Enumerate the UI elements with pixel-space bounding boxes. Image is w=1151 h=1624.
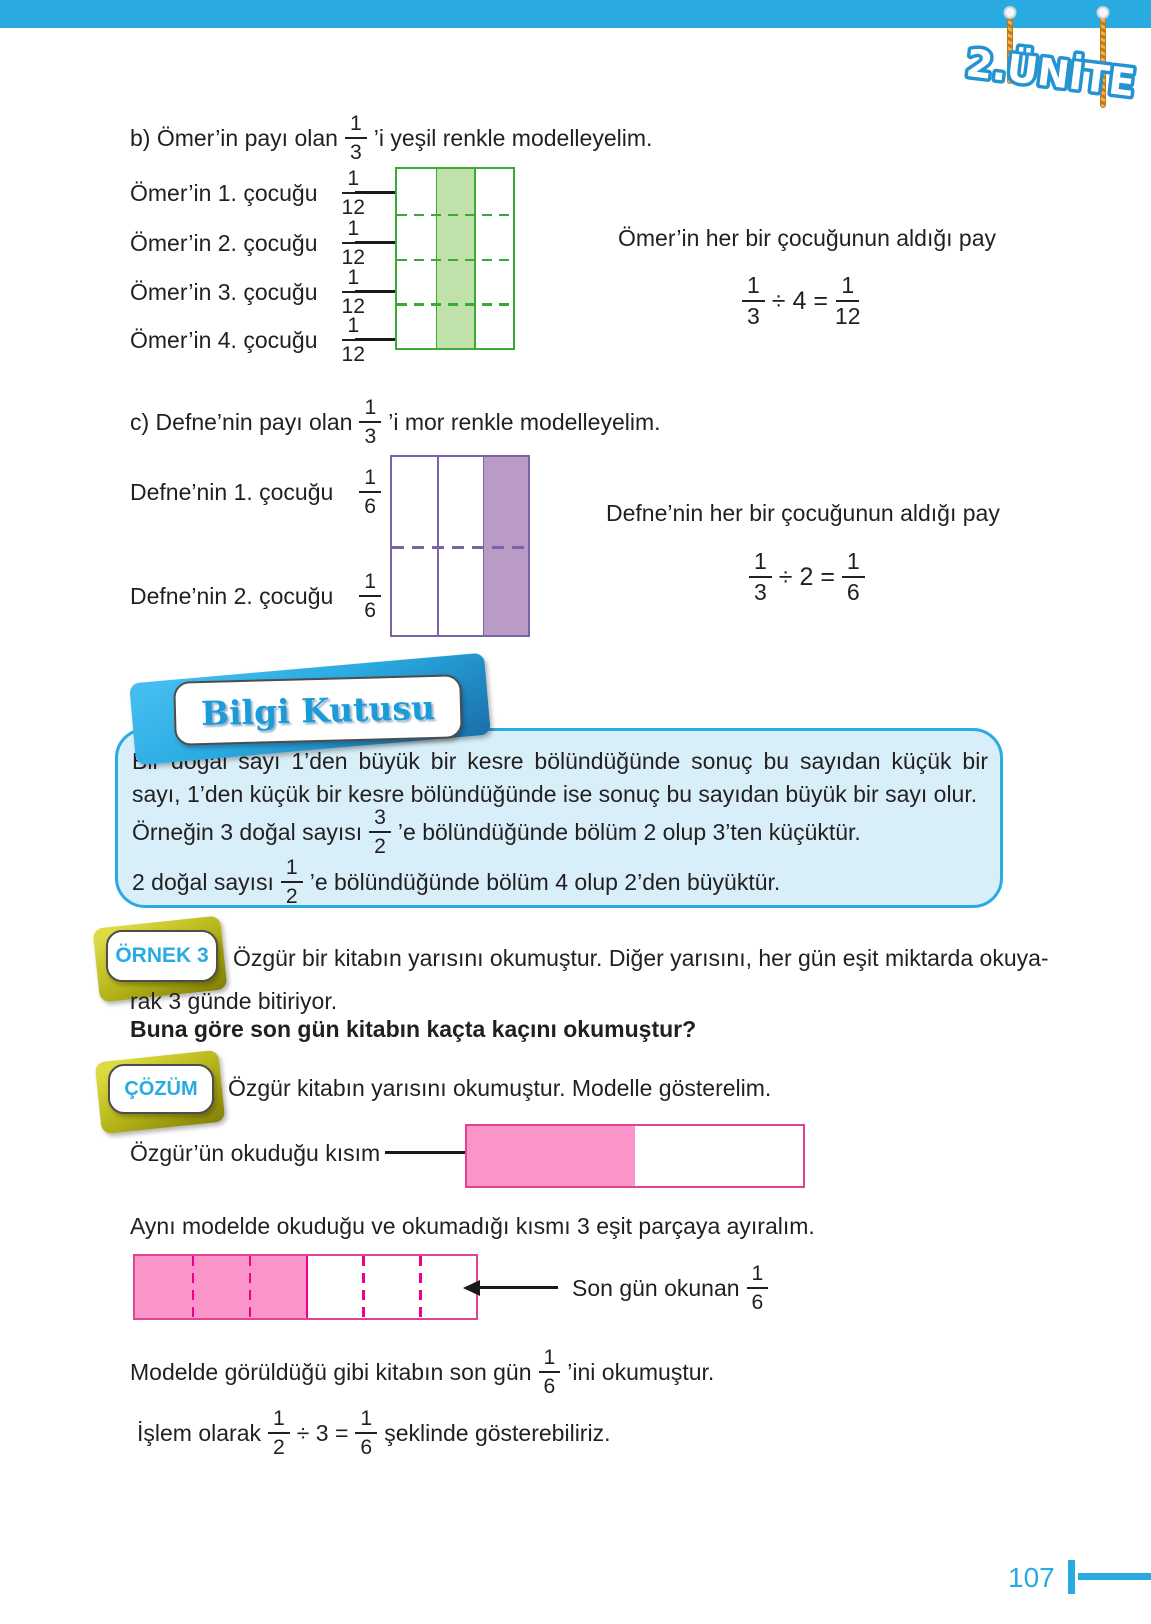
- share-row-label: Ömer’in 1. çocuğu: [130, 179, 318, 206]
- fraction: $\frac{1}{6}$: [359, 571, 381, 621]
- info-text: ’e bölündüğünde bölüm 2 olup 3’ten küçüktür.: [397, 818, 861, 845]
- share-row: [130, 571, 388, 621]
- top-bar: [0, 0, 1151, 28]
- cozum-badge: [108, 1064, 214, 1114]
- share-row-label: Defne’nin 1. çocuğu: [130, 478, 334, 505]
- omer-model-diagram: [395, 167, 515, 350]
- fraction: $\frac{1}{12}$: [834, 272, 861, 329]
- info-text: ’e bölündüğünde bölüm 4 olup 2’den büyüktür.: [309, 868, 781, 895]
- info-line-3: [132, 855, 780, 909]
- caption-text: Defne’nin her bir çocuğunun aldığı pay: [606, 499, 1000, 526]
- fraction: $\frac{1}{12}$: [341, 216, 365, 269]
- info-line-2: [132, 805, 861, 859]
- arrow-icon: [478, 1286, 558, 1289]
- fraction: $\frac{1}{6}$: [747, 1263, 769, 1313]
- fraction: $\frac{1}{3}$: [359, 397, 381, 447]
- section-c-heading: [130, 396, 661, 448]
- fraction: $\frac{1}{3}$: [749, 550, 772, 604]
- model-note-text: ’ini okumuştur.: [567, 1358, 715, 1385]
- heading-text: ’i mor renkle modelleyelim.: [388, 408, 661, 435]
- fraction: $\frac{1}{2}$: [268, 1408, 290, 1458]
- share-row-label: Defne’nin 2. çocuğu: [130, 582, 334, 609]
- fraction: $\frac{1}{12}$: [341, 313, 365, 366]
- fraction: $\frac{1}{3}$: [345, 113, 367, 163]
- pink-shaded-half: [467, 1126, 635, 1186]
- fraction: $\frac{1}{6}$: [539, 1347, 561, 1397]
- caption-text: Ömer’in her bir çocuğunun aldığı pay: [618, 224, 997, 251]
- share-row: [130, 467, 388, 517]
- page-number: 107: [1008, 1562, 1055, 1593]
- model1-label-text: Özgür’ün okuduğu kısım: [130, 1139, 381, 1166]
- info-text: 2 doğal sayısı: [132, 868, 274, 895]
- fraction: $\frac{1}{6}$: [355, 1408, 377, 1458]
- section-b-caption: [618, 222, 996, 254]
- fraction: $\frac{3}{2}$: [369, 807, 391, 857]
- section-c-caption: [606, 497, 1000, 529]
- dashed-line: [192, 1256, 195, 1318]
- bilgi-kutusu-label: Bilgi Kutusu: [200, 687, 436, 733]
- info-paragraph: Bir doğal sayı 1’den büyük bir kesre bölündüğünde sonuç bu sayıdan küçük bir sayı, 1’den küçük bir kesre bölündüğünde ise sonuç bu sayıdan büyük bir sayı olur.: [132, 748, 988, 807]
- share-row: [130, 267, 372, 317]
- unit-badge: [950, 28, 1150, 123]
- example-text-line1: Özgür bir kitabın yarısını okumuştur. Diğer yarısını, her gün eşit miktarda okuya-: [233, 945, 1049, 971]
- pink-shaded-half: [135, 1256, 306, 1318]
- example-question: Buna göre son gün kitabın kaçta kaçını okumuştur?: [130, 1016, 697, 1042]
- dashed-line: [249, 1256, 252, 1318]
- equation-operator: ÷ 3 =: [296, 1419, 349, 1446]
- section-b-heading: [130, 112, 652, 164]
- share-row: [130, 168, 372, 218]
- fraction: $\frac{1}{2}$: [281, 857, 303, 907]
- unit-badge-label: 2.ÜNİTE: [963, 40, 1138, 106]
- footer-bar-icon: [1078, 1573, 1151, 1580]
- heading-text: b) Ömer’in payı olan: [130, 124, 338, 151]
- dashed-line: [397, 214, 513, 217]
- sixths-model-diagram: [133, 1254, 478, 1320]
- section-b-equation: [735, 272, 868, 330]
- operation-line: [137, 1406, 610, 1460]
- heading-text: ’i yeşil renkle modelleyelim.: [373, 124, 653, 151]
- defne-model-diagram: [390, 455, 530, 637]
- model1-label: [130, 1138, 380, 1168]
- equation-operator: ÷ 2 =: [778, 562, 835, 591]
- fraction: $\frac{1}{12}$: [341, 166, 365, 219]
- lastday-label-text: Son gün okunan: [572, 1274, 740, 1301]
- split-note: Aynı modelde okuduğu ve okumadığı kısmı 3 eşit parçaya ayıralım.: [130, 1213, 815, 1239]
- cozum-badge-label: ÇÖZÜM: [124, 1077, 198, 1100]
- dashed-line: [419, 1256, 422, 1318]
- ornek-badge-label: ÖRNEK 3: [115, 944, 209, 967]
- fraction: $\frac{1}{3}$: [742, 274, 765, 328]
- fraction: $\frac{1}{12}$: [341, 265, 365, 318]
- ornek-badge: [106, 930, 218, 982]
- model-note-text: Modelde görüldüğü gibi kitabın son gün: [130, 1358, 532, 1385]
- operation-text: İşlem olarak: [137, 1419, 261, 1446]
- share-row-label: Ömer’in 3. çocuğu: [130, 278, 318, 305]
- footer-bar-icon: [1068, 1560, 1075, 1594]
- dashed-line: [397, 303, 513, 306]
- section-c-equation: [742, 548, 872, 606]
- equation-operator: ÷ 4 =: [771, 286, 828, 315]
- fraction: $\frac{1}{6}$: [359, 467, 381, 517]
- share-row: [130, 218, 372, 268]
- operation-text: şeklinde gösterebiliriz.: [384, 1419, 611, 1446]
- dashed-line: [362, 1256, 365, 1318]
- grid-line: [306, 1256, 308, 1318]
- share-row: [130, 315, 372, 365]
- heading-text: c) Defne’nin payı olan: [130, 408, 353, 435]
- bilgi-kutusu-badge: [173, 674, 463, 746]
- share-row-label: Ömer’in 2. çocuğu: [130, 229, 318, 256]
- model-note: [130, 1346, 714, 1398]
- example-text-line2: rak 3 günde bitiriyor.: [130, 988, 338, 1014]
- dashed-line: [392, 546, 528, 549]
- dashed-line: [397, 259, 513, 262]
- book-model-diagram: [465, 1124, 805, 1188]
- solution-intro: Özgür kitabın yarısını okumuştur. Modelle gösterelim.: [228, 1075, 772, 1101]
- share-row-label: Ömer’in 4. çocuğu: [130, 326, 318, 353]
- info-text: Örneğin 3 doğal sayısı: [132, 818, 363, 845]
- lastday-label: [572, 1262, 775, 1314]
- fraction: $\frac{1}{6}$: [842, 550, 865, 604]
